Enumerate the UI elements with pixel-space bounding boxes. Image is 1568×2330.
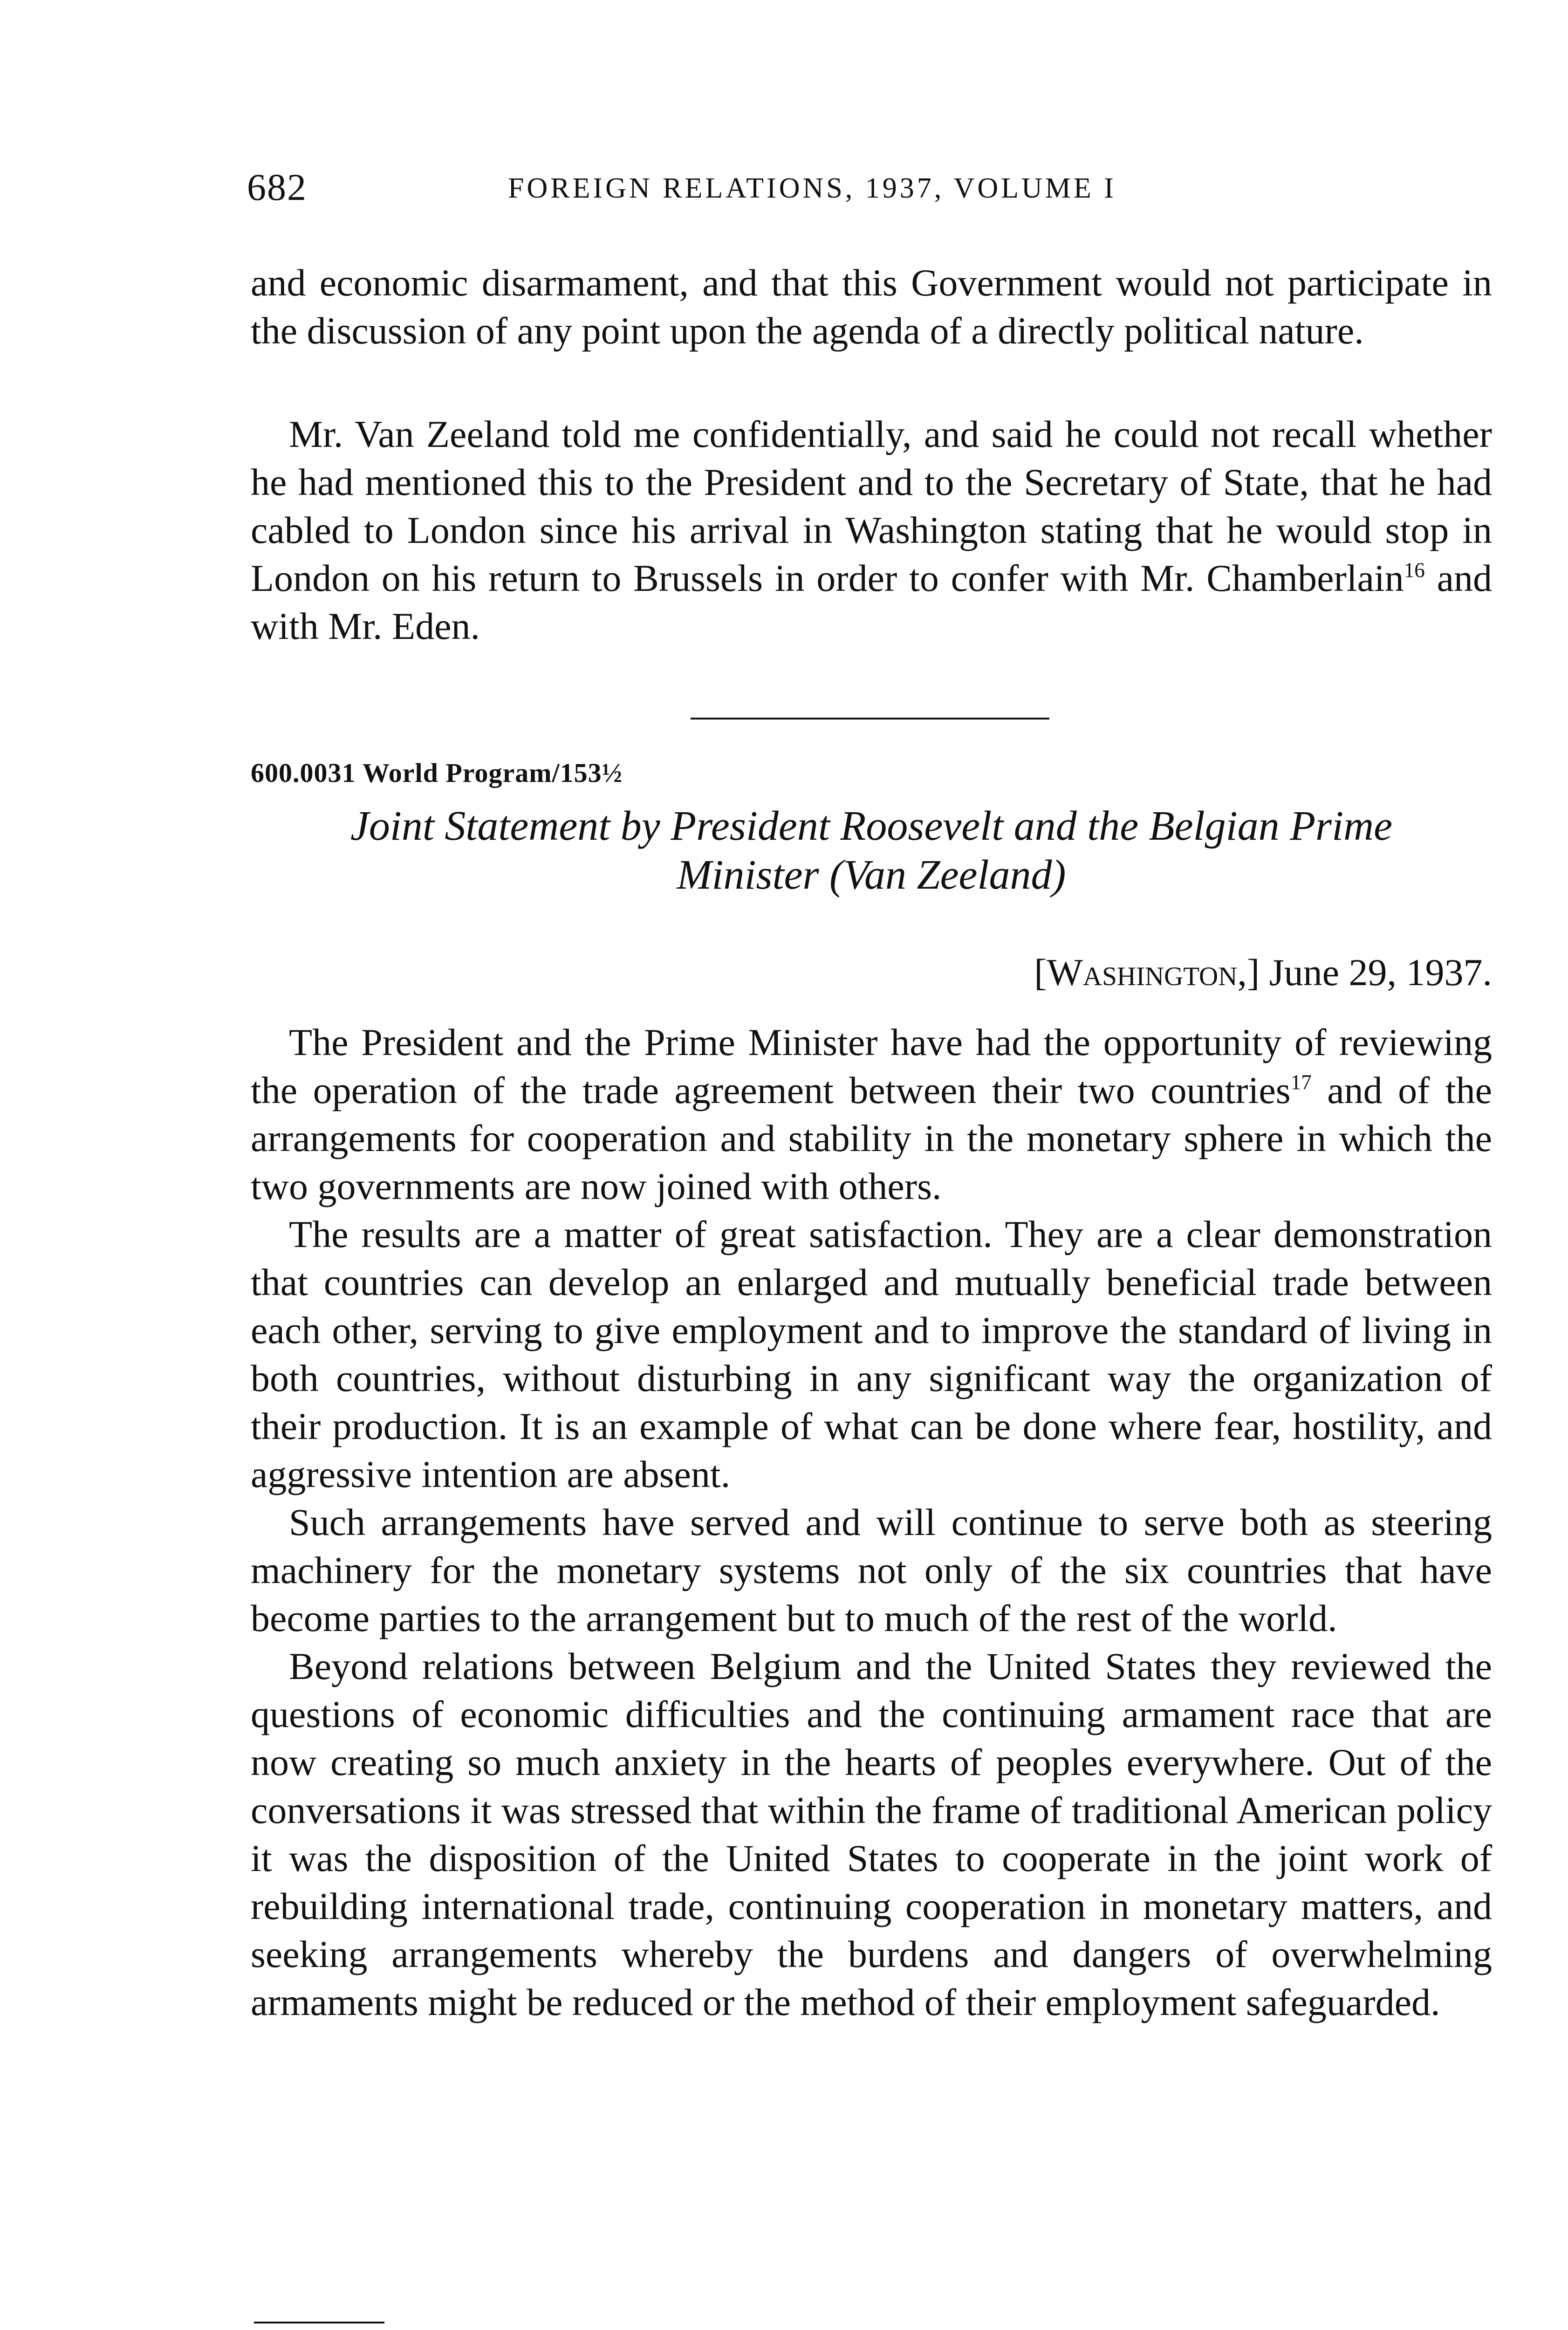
statement-paragraph-4: Beyond relations between Belgium and the United States they reviewed the questions of economic difficulties and the continuing armament race that are now creating so much anxiety in the hearts of peoples everywhere. Out of the conversations it was stressed that within the frame of traditional American policy it was the disposition of the United States to cooperate in the joint work of rebuilding international trade, continuing cooperation in monetary matters, and seeking arrangements whereby the burdens and dangers of overwhelming armaments might be reduced or the method of their employment safeguarded. bbox=[251, 1645, 1492, 2023]
footnote-ref-17: 17 bbox=[1290, 1070, 1312, 1094]
dateline-place: Washington bbox=[1047, 951, 1238, 994]
van-zeeland-text-after: and with Mr. Eden. bbox=[251, 557, 1492, 647]
statement-paragraph-2: The results are a matter of great satisfaction. They are a clear demonstration that countries can develop an enlarged and mutually beneficial trade between each other, serving to give employment and to improve the standard of living in both countries, without disturbing in any significant way the organization of their production. It is an example of what can be done where fear, hostility, and aggressive intention are absent. bbox=[251, 1213, 1492, 1495]
van-zeeland-paragraph bbox=[251, 410, 1492, 650]
van-zeeland-text-before: Mr. Van Zeeland told me confidentially, and said he could not recall whether he had mentioned this to the President and to the Secretary of State, that he had cabled to London since his arrival in Washington stating that he would stop in London on his return to Brussels in order to confer with Mr. Chamberlain bbox=[251, 413, 1492, 599]
dateline-bracket-open: [ bbox=[1034, 951, 1047, 994]
van-zeeland-text bbox=[251, 410, 1492, 650]
document-title-line-1: Joint Statement by President Roosevelt and the Belgian Prime bbox=[350, 803, 1393, 849]
statement-paragraph-3: Such arrangements have served and will continue to serve both as steering machinery for the monetary systems not only of the six countries that have become parties to the arrangement but to much of the rest of the world. bbox=[251, 1501, 1492, 1639]
continuation-paragraph bbox=[251, 259, 1492, 355]
page-number: 682 bbox=[247, 166, 307, 208]
dateline-bracket-close: ,] bbox=[1237, 951, 1260, 994]
file-reference: 600.0031 World Program/153½ bbox=[251, 758, 623, 788]
section-divider bbox=[691, 718, 1049, 720]
dateline-date: June 29, 1937. bbox=[1260, 951, 1492, 994]
dateline bbox=[1034, 951, 1492, 994]
statement-p1-after: and of the arrangements for cooperation and stability in the monetary sphere in which the two governments are now joined with others. bbox=[251, 1069, 1492, 1207]
document-title-line-2: Minister (Van Zeeland) bbox=[677, 852, 1066, 898]
statement-p1-before: The President and the Prime Minister have had the opportunity of reviewing the operation of the trade agreement between their two countries bbox=[251, 1021, 1492, 1111]
running-head: FOREIGN RELATIONS, 1937, VOLUME I bbox=[508, 172, 1116, 204]
statement-paragraph-1 bbox=[251, 1018, 1492, 1210]
continuation-text: and economic disarmament, and that this Government would not participate in the discussion of any point upon the agenda of a directly political nature. bbox=[251, 261, 1492, 352]
statement-body bbox=[251, 1018, 1492, 2026]
page-header bbox=[247, 165, 1496, 221]
document-title bbox=[251, 802, 1492, 899]
footnote-ref-16: 16 bbox=[1404, 558, 1425, 582]
footnote-divider bbox=[254, 2322, 384, 2323]
